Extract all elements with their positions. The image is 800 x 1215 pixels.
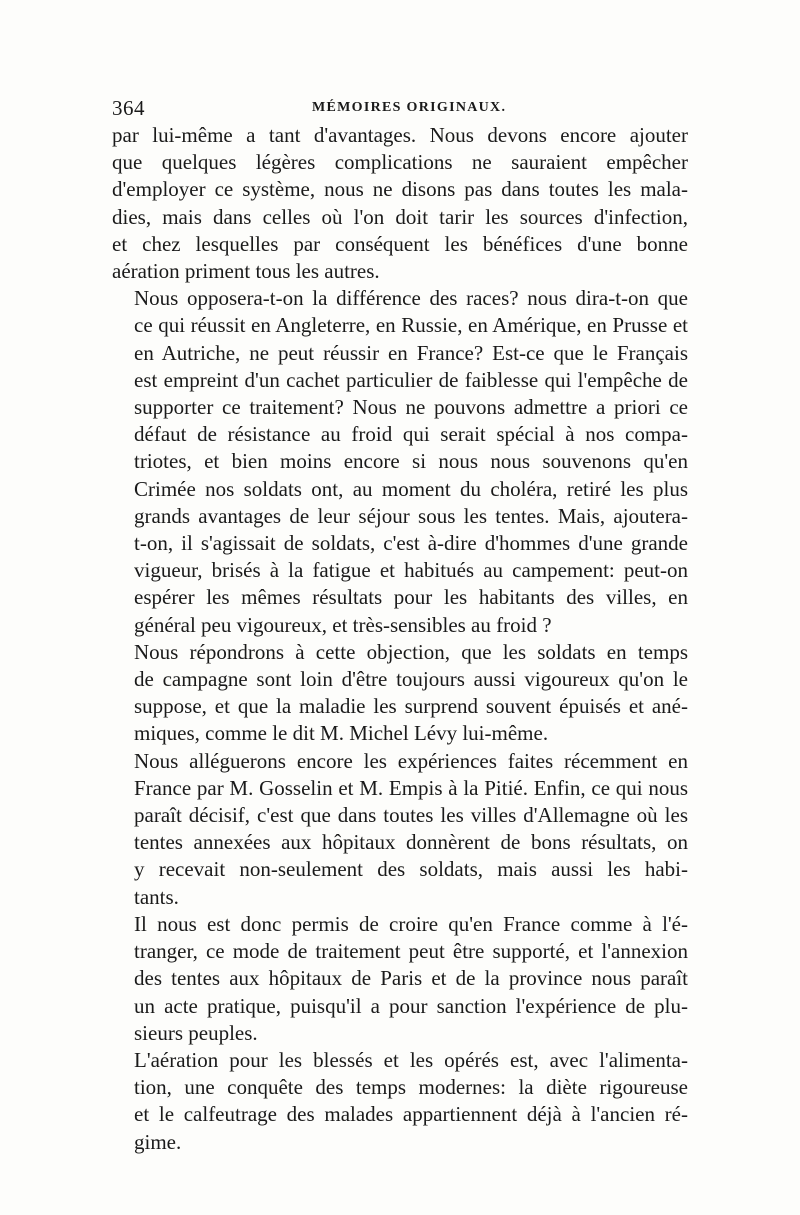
text-line: grands avantages de leur séjour sous les tentes. Mais, ajoutera- [134,503,688,528]
text-line: que quelques légères complications ne sauraient empêcher [112,150,688,175]
body-text [112,122,688,1156]
paragraph [112,748,688,911]
text-line: gime. [134,1129,182,1154]
text-line: sieurs peuples. [134,1020,258,1045]
text-line: et chez lesquelles par conséquent les bénéfices d'une bonne [112,231,688,256]
paragraph [112,122,688,285]
text-line: défaut de résistance au froid qui serait spécial à nos compa- [134,422,688,447]
paragraph [112,639,688,748]
text-line: est empreint d'un cachet particulier de faiblesse qui l'empêche de [134,367,688,392]
text-line: vigueur, brisés à la fatigue et habitués au campement: peut-on [134,558,688,583]
text-line: Nous répondrons à cette objection, que les soldats en temps [134,639,688,664]
text-line: tranger, ce mode de traitement peut être supporté, et l'annexion [134,939,688,964]
text-line: suppose, et que la maladie les surprend souvent épuisés et ané- [134,694,688,719]
text-line: Nous alléguerons encore les expériences faites récemment en [134,748,688,773]
text-line: supporter ce traitement? Nous ne pouvons admettre a priori ce [134,395,688,420]
paragraph [112,285,688,639]
text-line: d'employer ce système, nous ne disons pas dans toutes les mala- [112,177,688,202]
text-line: espérer les mêmes résultats pour les habitants des villes, en [134,585,688,610]
running-head: MÉMOIRES ORIGINAUX. [312,100,507,115]
text-line: des tentes aux hôpitaux de Paris et de la province nous paraît [134,966,688,991]
text-line: général peu vigoureux, et très-sensibles au froid ? [134,612,552,637]
text-line: de campagne sont loin d'être toujours aussi vigoureux qu'on le [134,667,688,692]
text-line: un acte pratique, puisqu'il a pour sanction l'expérience de plu- [134,993,688,1018]
text-line: tentes annexées aux hôpitaux donnèrent de bons résultats, on [134,830,688,855]
text-line: aération priment tous les autres. [112,259,380,284]
text-line: tion, une conquête des temps modernes: la diète rigoureuse [134,1075,688,1100]
text-line: paraît décisif, c'est que dans toutes les villes d'Allemagne où les [134,803,688,828]
text-line: par lui-même a tant d'avantages. Nous devons encore ajouter [112,123,688,147]
text-line: et le calfeutrage des malades appartiennent déjà à l'ancien ré- [134,1102,688,1127]
text-line: ce qui réussit en Angleterre, en Russie, en Amérique, en Prusse et [134,313,688,338]
paragraph [112,911,688,1047]
text-line: y recevait non-seulement des soldats, mais aussi les habi- [134,857,688,882]
page-number: 364 [112,96,145,120]
text-line: t-on, il s'agissait de soldats, c'est à-dire d'hommes d'une grande [134,531,688,556]
text-line: tants. [134,884,179,909]
paragraph [112,1047,688,1156]
text-line: France par M. Gosselin et M. Empis à la Pitié. Enfin, ce qui nous [134,775,688,800]
text-line: Nous opposera-t-on la différence des races? nous dira-t-on que [134,286,688,311]
text-line: Crimée nos soldats ont, au moment du choléra, retiré les plus [134,476,688,501]
text-line: miques, comme le dit M. Michel Lévy lui-même. [134,721,549,746]
text-line: triotes, et bien moins encore si nous nous souvenons qu'en [134,449,688,474]
text-line: L'aération pour les blessés et les opérés est, avec l'alimenta- [134,1047,688,1072]
page-header [112,96,686,122]
text-line: dies, mais dans celles où l'on doit tarir les sources d'infection, [112,204,688,229]
text-line: en Autriche, ne peut réussir en France? Est-ce que le Français [134,340,688,365]
text-line: Il nous est donc permis de croire qu'en France comme à l'é- [134,911,688,936]
